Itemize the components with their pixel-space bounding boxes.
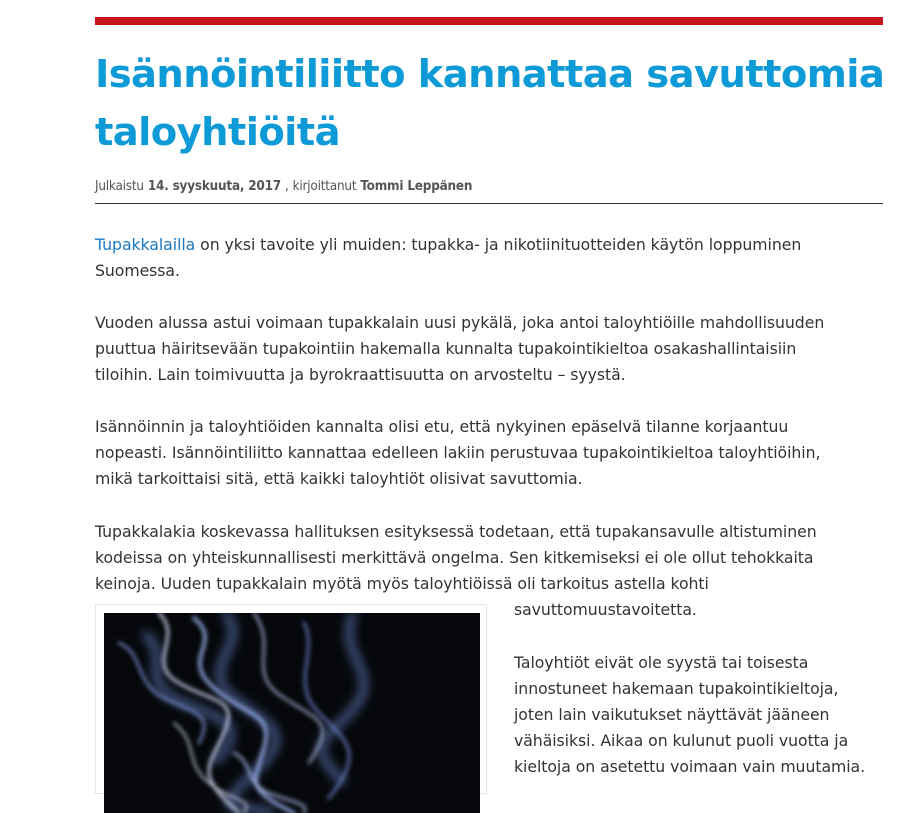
article-title xyxy=(95,46,885,162)
meta-divider xyxy=(95,203,883,204)
paragraph-line: kieltoja on asetettu voimaan vain muutamia. xyxy=(514,757,866,776)
paragraph-line: keinoja. Uuden tupakkalain myötä myös taloyhtiöissä oli tarkoitus astella kohti xyxy=(95,574,709,593)
paragraph-intro xyxy=(95,232,801,284)
author-name: Tommi Leppänen xyxy=(360,179,473,194)
publish-date: 14. syyskuuta, 2017 xyxy=(147,179,281,194)
paragraph-4-continued xyxy=(514,597,697,623)
smoke-illustration xyxy=(104,613,480,813)
paragraph-line: innostuneet hakemaan tupakointikieltoja, xyxy=(514,679,839,698)
author-label: kirjoittanut xyxy=(292,179,357,194)
paragraph-line: tiloihin. Lain toimivuutta ja byrokraattisuutta on arvosteltu – syystä. xyxy=(95,365,626,384)
paragraph-line: savuttomuustavoitetta. xyxy=(514,600,697,619)
paragraph-line: puuttua häiritsevään tupakointiin hakemalla kunnalta tupakointikieltoa osakashallintaisiin xyxy=(95,339,797,358)
paragraph-line: kodeissa on yhteiskunnallisesti merkittävä ongelma. Sen kitkemiseksi ei ole ollut tehokkaita xyxy=(95,548,814,567)
paragraph-3 xyxy=(95,414,820,492)
article-image-frame xyxy=(95,604,487,794)
paragraph-line: Tupakkalakia koskevassa hallituksen esityksessä todetaan, että tupakansavulle altistuminen xyxy=(95,522,817,541)
paragraph-line: nopeasti. Isännöintiliitto kannattaa edelleen lakiin perustuvaa tupakointikieltoa taloyhtiöihin, xyxy=(95,443,821,462)
paragraph-line: mikä tarkoittaisi sitä, että kaikki taloyhtiöt olisivat savuttomia. xyxy=(95,469,583,488)
paragraph-line: Suomessa. xyxy=(95,261,180,280)
paragraph-2 xyxy=(95,310,824,388)
article-title-line: Isännöintiliitto kannattaa savuttomia xyxy=(95,52,885,97)
paragraph-4 xyxy=(95,519,817,597)
paragraph-line: vähäisiksi. Aikaa on kulunut puoli vuotta ja xyxy=(514,731,849,750)
header-accent-bar xyxy=(95,17,883,25)
meta-separator: , xyxy=(284,179,289,194)
smoke-photo xyxy=(104,613,480,813)
paragraph-text: on yksi tavoite yli muiden: tupakka- ja nikotiinituotteiden käytön loppuminen xyxy=(195,235,802,254)
published-label: Julkaistu xyxy=(95,179,144,194)
paragraph-line: Taloyhtiöt eivät ole syystä tai toisesta xyxy=(514,653,809,672)
paragraph-line xyxy=(95,232,801,258)
tupakkalaki-link[interactable]: Tupakkalailla xyxy=(95,235,196,254)
article-meta xyxy=(95,179,883,194)
article-title-line: taloyhtiöitä xyxy=(95,110,340,155)
paragraph-5 xyxy=(514,650,865,780)
paragraph-line: Isännöinnin ja taloyhtiöiden kannalta olisi etu, että nykyinen epäselvä tilanne korjaantuu xyxy=(95,417,789,436)
paragraph-line: joten lain vaikutukset näyttävät jääneen xyxy=(514,705,830,724)
paragraph-line: Vuoden alussa astui voimaan tupakkalain uusi pykälä, joka antoi taloyhtiöille mahdollisuuden xyxy=(95,313,825,332)
